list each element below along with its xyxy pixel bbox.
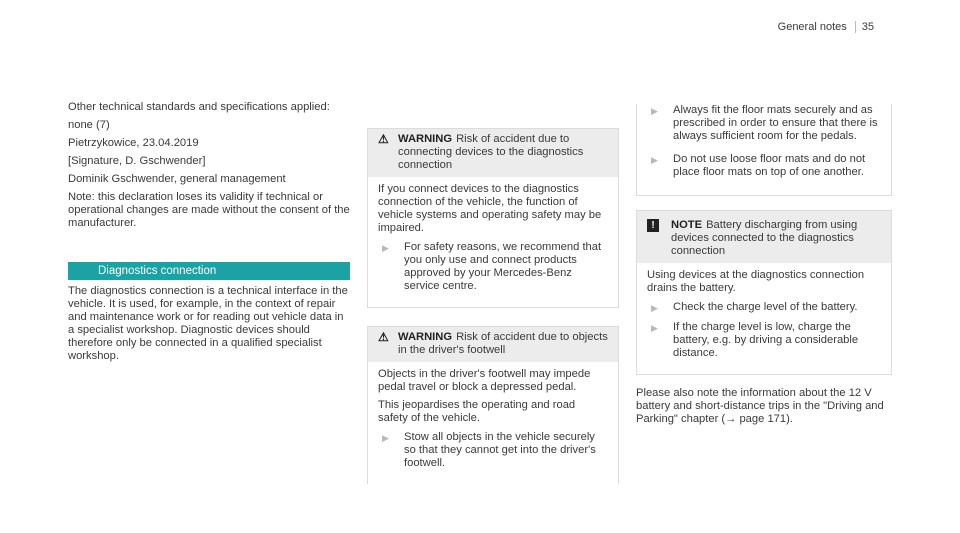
warning-keyword: WARNING (398, 133, 453, 145)
step-arrow-icon: ▶ (651, 303, 658, 313)
warning-keyword: WARNING (398, 331, 453, 343)
warning-text: If you connect devices to the diagnostics connection of the vehicle, the function of vehicle systems and operating safety may be impaired. (378, 183, 602, 234)
note-box-battery (636, 210, 892, 375)
warning-box-diagnostics (367, 128, 619, 308)
section-heading: Diagnostics connection (68, 262, 350, 280)
page-number: 35 (855, 21, 874, 33)
column-2 (367, 128, 619, 484)
note-exclamation-icon: ! (647, 219, 659, 232)
battery-info-text: Please also note the information about the 12 V battery and short-distance trips in the "Driving and Parking" chapter (→ page 171). (636, 387, 884, 425)
page-header (778, 21, 874, 33)
note-title: Battery discharging from using devices connected to the diagnostics connection (671, 219, 858, 257)
step-text: Stow all objects in the vehicle securely so that they cannot get into the driver's footwell. (404, 431, 596, 469)
step (378, 431, 608, 470)
note-keyword: NOTE (671, 219, 703, 231)
place-date-line: Pietrzykowice, 23.04.2019 (68, 137, 199, 149)
warning-icon: ⚠ (378, 132, 389, 146)
step-text: Always fit the floor mats securely and as prescribed in order to ensure that there is always sufficient room for the pedals. (673, 104, 878, 142)
step (647, 153, 881, 179)
warning-text: Objects in the driver's footwell may impede pedal travel or block a depressed pedal. (378, 368, 591, 393)
step-arrow-icon: ▶ (382, 243, 389, 253)
standards-line: Other technical standards and specifications applied: (68, 101, 330, 113)
warning-icon: ⚠ (378, 330, 389, 344)
note-text: Using devices at the diagnostics connection drains the battery. (647, 269, 865, 294)
warning-title: Risk of accident due to connecting devices to the diagnostics connection (398, 133, 584, 171)
step-arrow-icon: ▶ (382, 433, 389, 443)
step (647, 301, 881, 315)
step-text: For safety reasons, we recommend that you only use and connect products approved by your Mercedes-Benz service centre. (404, 241, 602, 292)
step-text: If the charge level is low, charge the battery, e.g. by driving a considerable distance. (673, 321, 859, 359)
validity-note: Note: this declaration loses its validity if technical or operational changes are made without the consent of the manufacturer. (68, 191, 350, 229)
management-line: Dominik Gschwender, general management (68, 173, 286, 185)
signature-line: [Signature, D. Gschwender] (68, 155, 206, 167)
diagnostics-description: The diagnostics connection is a technical interface in the vehicle. It is used, for example, in the context of repair and maintenance work or for reading out vehicle data in a specialist workshop. Diagnostic devices should therefore only be connected in a qualified specialist workshop. (68, 285, 348, 362)
step-text: Check the charge level of the battery. (673, 301, 858, 313)
none-line: none (7) (68, 119, 110, 131)
step-arrow-icon: ▶ (651, 155, 658, 165)
warning-continuation (636, 104, 892, 196)
step (378, 241, 608, 293)
step-arrow-icon: ▶ (651, 106, 658, 116)
column-1 (68, 101, 350, 368)
column-3 (636, 104, 892, 431)
warning-box-footwell (367, 326, 619, 484)
step (647, 104, 881, 143)
warning-title: Risk of accident due to objects in the driver's footwell (398, 331, 608, 356)
warning-text: This jeopardises the operating and road safety of the vehicle. (378, 399, 576, 424)
section-name: General notes (777, 21, 847, 33)
step (647, 321, 881, 360)
step-text: Do not use loose floor mats and do not place floor mats on top of one another. (673, 153, 866, 178)
step-arrow-icon: ▶ (651, 323, 658, 333)
